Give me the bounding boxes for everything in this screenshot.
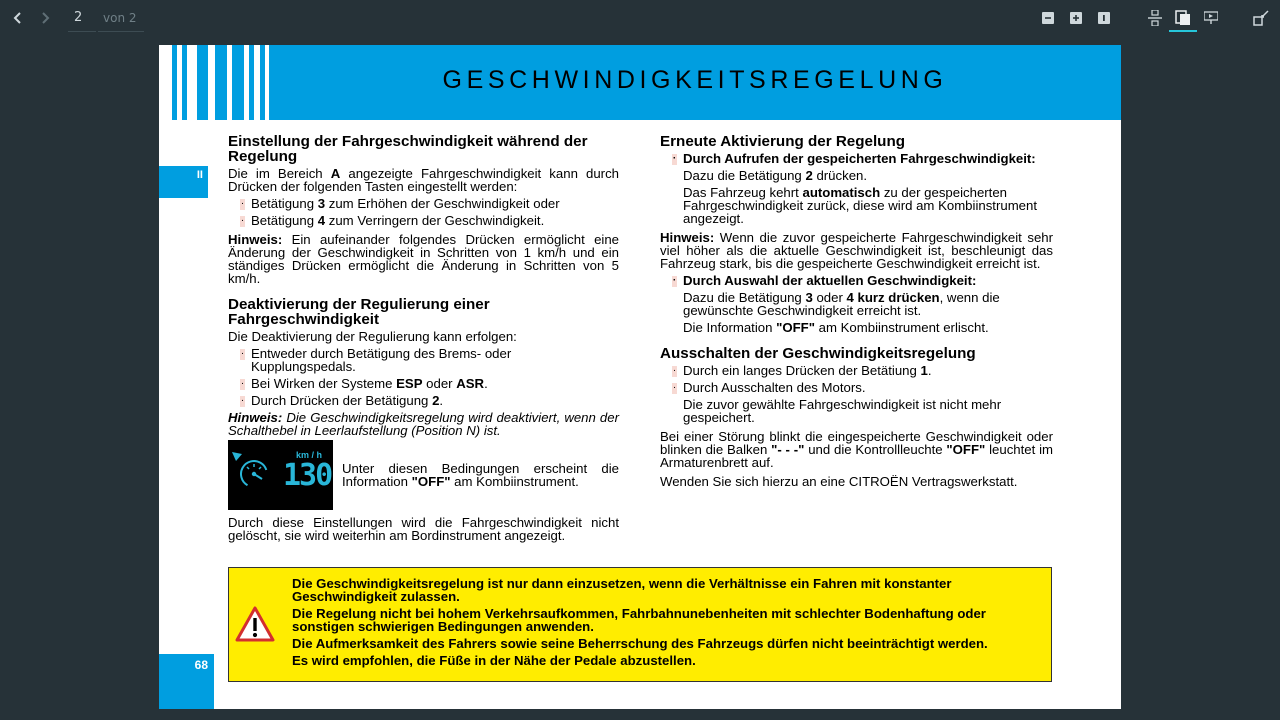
previous-page-button[interactable] xyxy=(6,6,30,30)
warning-line: Die Geschwindigkeitsregelung ist nur dann einzusetzen, wenn die Verhältnisse ein Fahren mit konstanter Geschwindigkeit zulassen. xyxy=(292,576,952,604)
paragraph: Das Fahrzeug kehrt automatisch zu der gespeicherten Fahrgeschwindigkeit zurück, diese wird am Kombiinstrument angezeigt. xyxy=(683,185,1038,226)
paragraph: Die Deaktivierung der Regulierung kann erfolgen: xyxy=(228,329,517,344)
image-caption: Unter diesen Bedingungen erscheint die Information "OFF" am Kombiinstrument. xyxy=(342,461,619,489)
paragraph: Bei einer Störung blinkt die eingespeicherte Geschwindigkeit oder blinken die Balken "- - -" und die Kontrollleuchte "OFF" leuchtet im Armaturenbrett auf. xyxy=(660,429,1053,470)
paragraph: Die zuvor gewählte Fahrgeschwindigkeit ist nicht mehr gespeichert. xyxy=(683,397,1002,425)
section-heading: Einstellung der Fahrgeschwindigkeit während der Regelung xyxy=(228,133,588,165)
paragraph: Durch diese Einstellungen wird die Fahrgeschwindigkeit nicht gelöscht, sie wird weiterhin am Bordinstrument angezeigt. xyxy=(228,515,619,543)
section-heading: Deaktivierung der Regulierung einer Fahrgeschwindigkeit xyxy=(228,296,490,328)
page-view-icon xyxy=(1175,10,1191,26)
presentation-button[interactable] xyxy=(1199,6,1223,30)
note: Hinweis: Ein aufeinander folgendes Drücken ermöglicht eine Änderung der Geschwindigkeit in Schritten von 1 km/h und ein ständiges Drücken ermöglicht die Änderung in Schritten von 5 km/h. xyxy=(228,232,619,286)
list-item: · Durch Drücken der Betätigung 2. xyxy=(240,393,444,408)
chevron-right-icon xyxy=(38,11,52,25)
header-stripe xyxy=(182,45,187,120)
section-heading: Ausschalten der Geschwindigkeitsregelung xyxy=(660,345,976,362)
header-stripe xyxy=(249,45,254,120)
list-item: · Durch Aufrufen der gespeicherten Fahrgeschwindigkeit: xyxy=(672,151,1036,166)
warning-text xyxy=(292,577,1045,671)
document-page xyxy=(159,45,1121,709)
list-item: · Bei Wirken der Systeme ESP oder ASR. xyxy=(240,376,488,391)
left-column xyxy=(228,134,619,437)
page-title: GESCHWINDIGKEITSREGELUNG xyxy=(442,66,948,94)
paragraph: Wenden Sie sich hierzu an eine CITROËN Vertragswerkstatt. xyxy=(660,474,1018,489)
paragraph: Dazu die Betätigung 3 oder 4 kurz drücken, wenn die gewünschte Geschwindigkeit erreicht ist. xyxy=(683,290,1000,318)
list-item: · Betätigung 4 zum Verringern der Geschwindigkeit. xyxy=(240,213,545,228)
next-page-button[interactable] xyxy=(33,6,57,30)
list-item: · Entweder durch Betätigung des Brems- oder Kupplungspedals. xyxy=(240,346,512,374)
scroll-mode-button[interactable] xyxy=(1143,6,1167,30)
list-item: · Durch Auswahl der aktuellen Geschwindigkeit: xyxy=(672,273,977,288)
note: Hinweis: Die Geschwindigkeitsregelung wird deaktiviert, wenn der Schalthebel in Leerlaufstellung (Position N) ist. xyxy=(228,410,619,438)
speedometer-display-image xyxy=(228,440,333,510)
exit-fullscreen-button[interactable] xyxy=(1249,6,1273,30)
zoom-out-icon xyxy=(1042,12,1054,24)
paragraph: Dazu die Betätigung 2 drücken. xyxy=(683,168,868,183)
header-stripe xyxy=(172,45,177,120)
note: Hinweis: Wenn die zuvor gespeicherte Fahrgeschwindigkeit sehr viel höher als die aktuelle Geschwindigkeit ist, beschleunigt das Fahrzeug stark, bis die gespeicherte Geschwindigkeit erreicht ist. xyxy=(660,230,1053,271)
right-column xyxy=(660,134,1053,488)
viewer-toolbar xyxy=(0,0,1280,36)
page-view-button[interactable] xyxy=(1171,6,1195,30)
paragraph: Die im Bereich A angezeigte Fahrgeschwindigkeit kann durch Drücken der folgenden Tasten eingestellt werden: xyxy=(228,166,619,194)
speed-value-label: 130 xyxy=(283,458,332,493)
scroll-mode-icon xyxy=(1148,10,1162,26)
zoom-in-icon xyxy=(1070,12,1082,24)
zoom-out-button[interactable] xyxy=(1036,6,1060,30)
header-stripe xyxy=(215,45,227,120)
page-number-tab: 68 xyxy=(159,654,214,709)
active-view-indicator xyxy=(1169,30,1197,32)
warning-box xyxy=(228,567,1052,682)
header-stripe xyxy=(232,45,244,120)
warning-line: Die Regelung nicht bei hohem Verkehrsaufkommen, Fahrbahnunebenheiten mit schlechter Bodenhaftung oder sonstigen schwierigen Bedingungen anwenden. xyxy=(292,606,986,634)
presentation-icon xyxy=(1204,11,1218,25)
header-stripe xyxy=(260,45,265,120)
warning-line: Es wird empfohlen, die Füße in der Nähe der Pedale abzustellen. xyxy=(292,653,696,668)
speed-unit-label: km / h xyxy=(296,450,323,460)
warning-line: Die Aufmerksamkeit des Fahrers sowie seine Beherrschung des Fahrzeugs dürfen nicht beeinträchtigt werden. xyxy=(292,636,988,651)
page-total-label: von 2 xyxy=(98,4,144,32)
warning-triangle-icon xyxy=(235,606,275,642)
paragraph: Die Information "OFF" am Kombiinstrument erlischt. xyxy=(683,320,989,335)
page-number-input[interactable]: 2 xyxy=(68,4,96,32)
list-item: · Durch ein langes Drücken der Betätiung 1. xyxy=(672,363,932,378)
header-stripe xyxy=(197,45,208,120)
section-heading: Erneute Aktivierung der Regelung xyxy=(660,133,906,150)
fit-page-button[interactable] xyxy=(1092,6,1116,30)
zoom-in-button[interactable] xyxy=(1064,6,1088,30)
chapter-tab: II xyxy=(159,166,208,198)
list-item: · Durch Ausschalten des Motors. xyxy=(672,380,866,395)
exit-fullscreen-icon xyxy=(1253,10,1269,26)
list-item: · Betätigung 3 zum Erhöhen der Geschwindigkeit oder xyxy=(240,196,560,211)
fit-page-icon xyxy=(1098,12,1110,24)
chevron-left-icon xyxy=(11,11,25,25)
